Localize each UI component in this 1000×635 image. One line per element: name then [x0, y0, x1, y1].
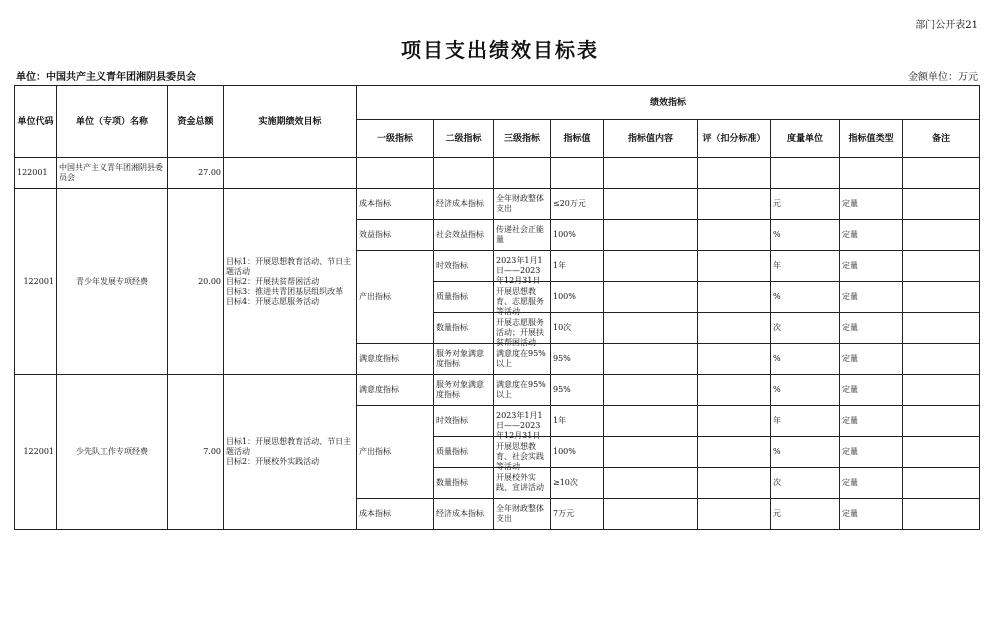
- value-cell: 100%: [551, 437, 604, 468]
- value-content-cell: [604, 499, 698, 530]
- header-total-funds: 资金总额: [168, 86, 224, 158]
- level1-cell: 成本指标: [357, 499, 434, 530]
- summary-row: [15, 158, 980, 189]
- measure-unit-cell: %: [771, 220, 840, 251]
- value-type-cell: 定量: [840, 437, 903, 468]
- measure-unit-cell: 年: [771, 251, 840, 282]
- level3-cell: 全年财政整体支出: [494, 499, 551, 530]
- level1-cell: 满意度指标: [357, 375, 434, 406]
- level1-cell: 产出指标: [357, 406, 434, 499]
- measure-unit-cell: %: [771, 375, 840, 406]
- scoring-cell: [698, 313, 771, 344]
- value-cell: 95%: [551, 344, 604, 375]
- value-cell: 1年: [551, 406, 604, 437]
- remark-cell: [903, 313, 980, 344]
- value-cell: 100%: [551, 282, 604, 313]
- level1-cell: 效益指标: [357, 220, 434, 251]
- remark-cell: [903, 344, 980, 375]
- header-level3: 三级指标: [494, 120, 551, 158]
- summary-name: 中国共产主义青年团湘阴县委员会: [57, 158, 168, 189]
- level1-cell: 成本指标: [357, 189, 434, 220]
- value-type-cell: 定量: [840, 375, 903, 406]
- value-type-cell: 定量: [840, 189, 903, 220]
- project-goal: 目标1：开展思想教育活动、节日主题活动 目标2：开展扶贫帮困活动 目标3：推进共青团基层组织改革 目标4：开展志愿服务活动: [224, 189, 357, 375]
- level3-cell: 开展校外实践、宣讲活动: [494, 468, 551, 499]
- page-number: 部门公开表21: [915, 20, 978, 31]
- value-cell: ≤20万元: [551, 189, 604, 220]
- amount-unit-label: 金额单位：万元: [908, 72, 978, 83]
- level2-cell: 质量指标: [434, 282, 494, 313]
- level2-cell: 服务对象满意度指标: [434, 375, 494, 406]
- value-type-cell: 定量: [840, 406, 903, 437]
- level3-cell: 满意度在95%以上: [494, 344, 551, 375]
- level2-cell: 经济成本指标: [434, 499, 494, 530]
- scoring-cell: [698, 499, 771, 530]
- level2-cell: 时效指标: [434, 406, 494, 437]
- measure-unit-cell: 年: [771, 406, 840, 437]
- level3-cell: 2023年1月1日——2023年12月31日: [494, 251, 551, 282]
- scoring-cell: [698, 220, 771, 251]
- value-cell: 7万元: [551, 499, 604, 530]
- value-content-cell: [604, 468, 698, 499]
- value-content-cell: [604, 220, 698, 251]
- value-content-cell: [604, 406, 698, 437]
- level1-cell: 满意度指标: [357, 344, 434, 375]
- project-amount: 7.00: [168, 375, 224, 530]
- table-row: [15, 375, 980, 406]
- measure-unit-cell: %: [771, 282, 840, 313]
- project-goal: 目标1：开展思想教育活动、节日主题活动 目标2：开展校外实践活动: [224, 375, 357, 530]
- level2-cell: 时效指标: [434, 251, 494, 282]
- value-cell: ≥10次: [551, 468, 604, 499]
- remark-cell: [903, 468, 980, 499]
- project-name: 青少年发展专项经费: [57, 189, 168, 375]
- scoring-cell: [698, 282, 771, 313]
- measure-unit-cell: 元: [771, 499, 840, 530]
- header-project-name: 单位（专项）名称: [57, 86, 168, 158]
- remark-cell: [903, 375, 980, 406]
- measure-unit-cell: 次: [771, 468, 840, 499]
- level2-cell: 社会效益指标: [434, 220, 494, 251]
- value-content-cell: [604, 251, 698, 282]
- level3-cell: 全年财政整体支出: [494, 189, 551, 220]
- level1-cell: 产出指标: [357, 251, 434, 344]
- value-type-cell: 定量: [840, 313, 903, 344]
- level3-cell: 传递社会正能量: [494, 220, 551, 251]
- page-title: 项目支出绩效目标表: [401, 38, 599, 62]
- value-type-cell: 定量: [840, 499, 903, 530]
- header-level2: 二级指标: [434, 120, 494, 158]
- value-type-cell: 定量: [840, 468, 903, 499]
- level3-cell: 开展思想教育、社会实践等活动: [494, 437, 551, 468]
- value-content-cell: [604, 282, 698, 313]
- performance-goal-table: [14, 85, 980, 530]
- measure-unit-cell: %: [771, 437, 840, 468]
- level2-cell: 经济成本指标: [434, 189, 494, 220]
- project-code: 122001: [15, 375, 57, 530]
- remark-cell: [903, 220, 980, 251]
- value-cell: 100%: [551, 220, 604, 251]
- scoring-cell: [698, 375, 771, 406]
- scoring-cell: [698, 406, 771, 437]
- project-amount: 20.00: [168, 189, 224, 375]
- summary-amount: 27.00: [168, 158, 224, 189]
- value-content-cell: [604, 189, 698, 220]
- scoring-cell: [698, 344, 771, 375]
- header-unit-code: 单位代码: [15, 86, 57, 158]
- scoring-cell: [698, 189, 771, 220]
- header-goal: 实施期绩效目标: [224, 86, 357, 158]
- value-type-cell: 定量: [840, 251, 903, 282]
- level3-cell: 开展思想教育、志愿服务等活动: [494, 282, 551, 313]
- header-value: 指标值: [551, 120, 604, 158]
- level2-cell: 质量指标: [434, 437, 494, 468]
- table-row: [15, 189, 980, 220]
- header-level1: 一级指标: [357, 120, 434, 158]
- value-cell: 1年: [551, 251, 604, 282]
- remark-cell: [903, 499, 980, 530]
- value-content-cell: [604, 375, 698, 406]
- level2-cell: 数量指标: [434, 468, 494, 499]
- value-content-cell: [604, 313, 698, 344]
- level2-cell: 数量指标: [434, 313, 494, 344]
- value-type-cell: 定量: [840, 220, 903, 251]
- remark-cell: [903, 251, 980, 282]
- header-indicators: 绩效指标: [357, 86, 980, 120]
- header-remarks: 备注: [903, 120, 980, 158]
- value-content-cell: [604, 344, 698, 375]
- level3-cell: 2023年1月1日——2023年12月31日: [494, 406, 551, 437]
- value-type-cell: 定量: [840, 344, 903, 375]
- value-cell: 10次: [551, 313, 604, 344]
- scoring-cell: [698, 437, 771, 468]
- value-type-cell: 定量: [840, 282, 903, 313]
- value-content-cell: [604, 437, 698, 468]
- remark-cell: [903, 406, 980, 437]
- scoring-cell: [698, 251, 771, 282]
- level3-cell: 满意度在95%以上: [494, 375, 551, 406]
- header-value-type: 指标值类型: [840, 120, 903, 158]
- header-scoring: 评（扣分标准）: [698, 120, 771, 158]
- project-name: 少先队工作专项经费: [57, 375, 168, 530]
- level3-cell: 开展志愿服务活动；开展扶贫帮困活动: [494, 313, 551, 344]
- organization-label: 单位：中国共产主义青年团湘阴县委员会: [16, 72, 196, 83]
- remark-cell: [903, 437, 980, 468]
- measure-unit-cell: %: [771, 344, 840, 375]
- remark-cell: [903, 282, 980, 313]
- header-value-content: 指标值内容: [604, 120, 698, 158]
- measure-unit-cell: 次: [771, 313, 840, 344]
- header-measure-unit: 度量单位: [771, 120, 840, 158]
- remark-cell: [903, 189, 980, 220]
- measure-unit-cell: 元: [771, 189, 840, 220]
- project-code: 122001: [15, 189, 57, 375]
- value-cell: 95%: [551, 375, 604, 406]
- summary-code: 122001: [15, 158, 57, 189]
- level2-cell: 服务对象满意度指标: [434, 344, 494, 375]
- scoring-cell: [698, 468, 771, 499]
